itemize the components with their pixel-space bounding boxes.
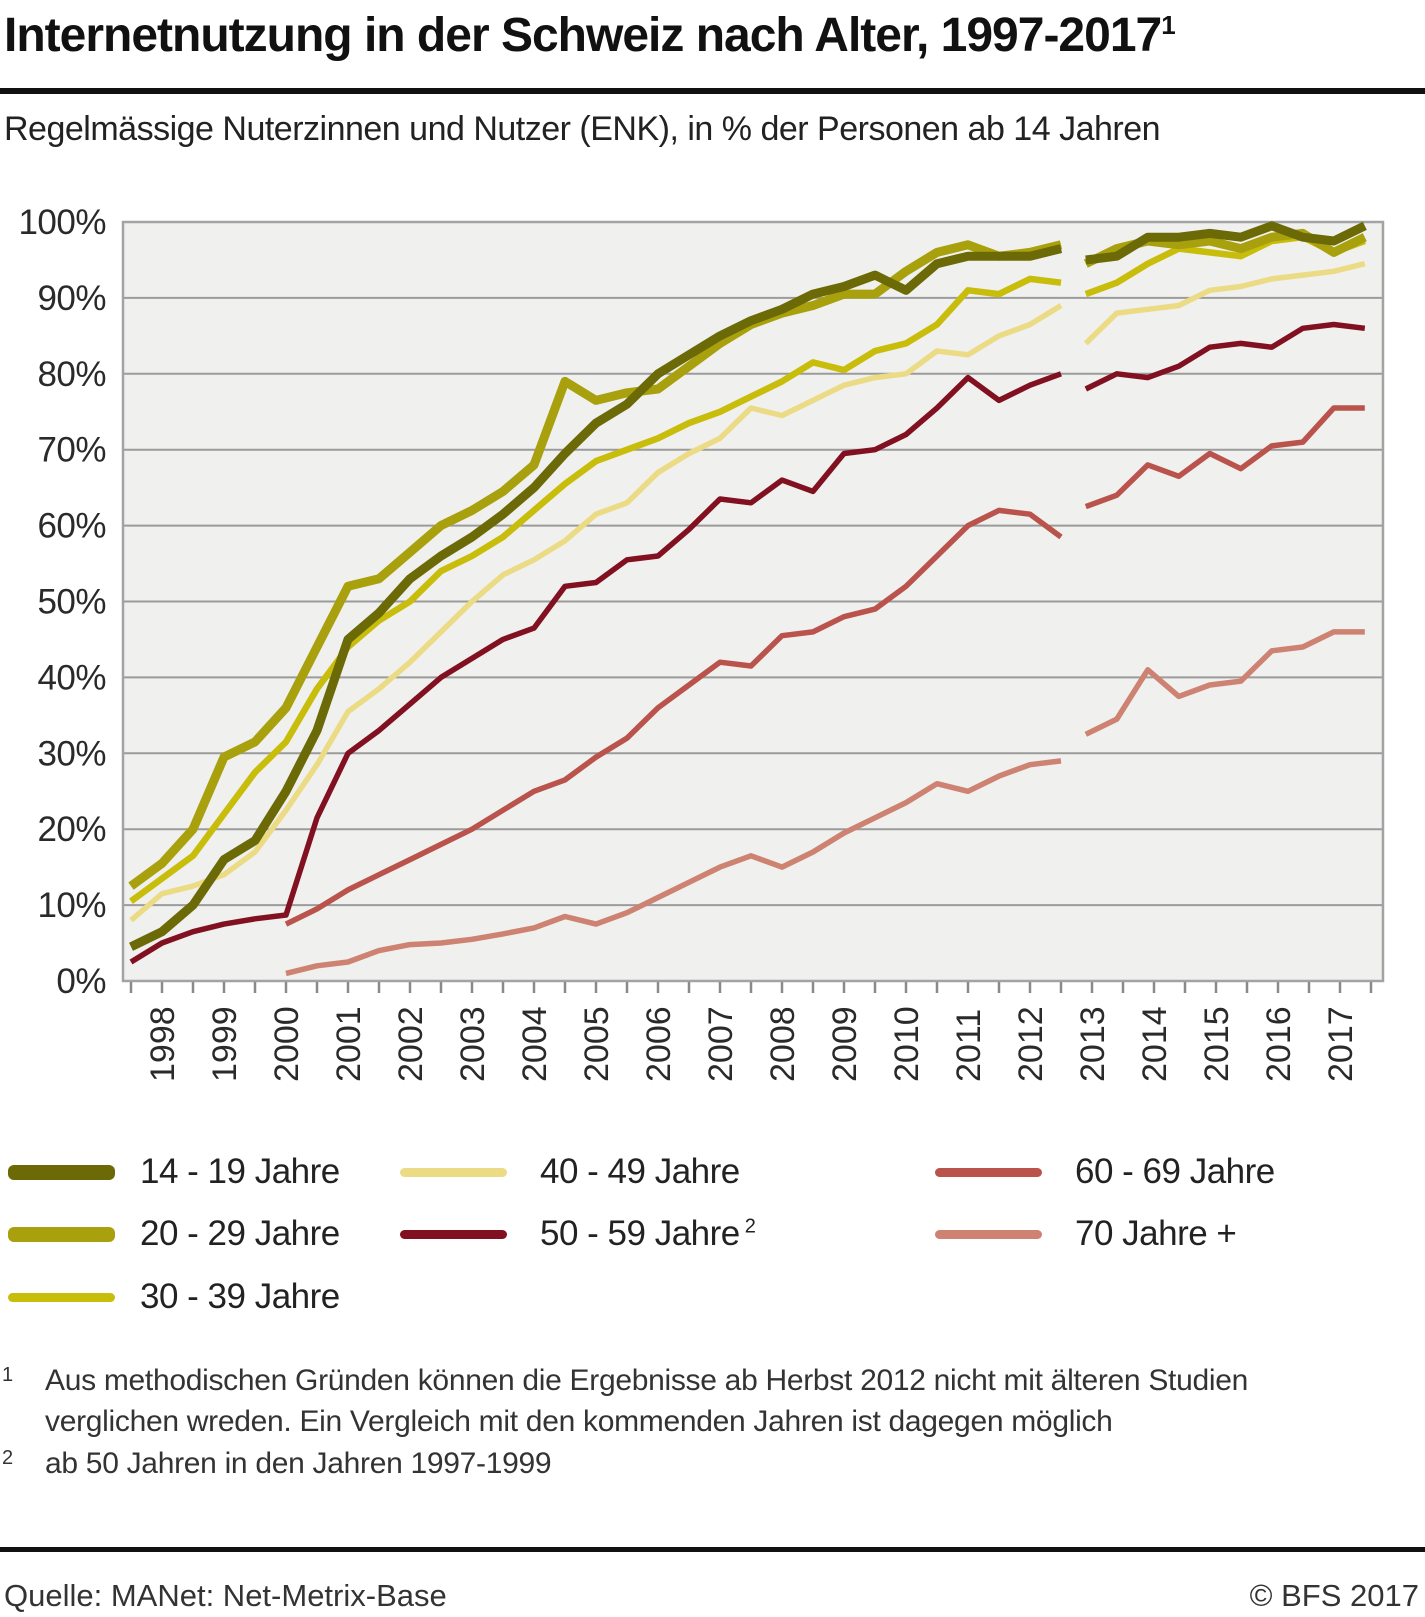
x-axis-label: 2013 xyxy=(1074,1006,1112,1082)
x-axis-label: 2000 xyxy=(268,1006,306,1082)
legend-label: 30 - 39 Jahre xyxy=(140,1277,340,1316)
source-note: Quelle: MANet: Net-Metrix-Base xyxy=(4,1578,447,1613)
y-axis-label: 10% xyxy=(37,886,106,926)
legend-swatch-70Jahre+ xyxy=(935,1230,1042,1239)
y-axis-label: 30% xyxy=(37,734,106,774)
legend-label: 40 - 49 Jahre xyxy=(540,1152,740,1191)
footnote-1-text: Aus methodischen Gründen können die Ergebnisse ab Herbst 2012 nicht mit älteren Studien verglichen wreden. Ein Vergleich mit den kommenden Jahren ist dagegen möglich xyxy=(45,1364,1248,1438)
y-axis-label: 70% xyxy=(37,430,106,470)
legend-swatch-60-69Jahre xyxy=(935,1168,1042,1177)
legend-footnote-marker: 2 xyxy=(739,1215,756,1238)
chart-subtitle: Regelmässige Nuterzinnen und Nutzer (ENK), in % der Personen ab 14 Jahren xyxy=(4,110,1161,148)
x-axis-label: 2010 xyxy=(888,1006,926,1082)
x-axis-label: 2015 xyxy=(1198,1006,1236,1082)
x-axis-label: 2008 xyxy=(764,1006,802,1082)
x-axis-label: 2002 xyxy=(392,1006,430,1082)
legend-label: 20 - 29 Jahre xyxy=(140,1214,340,1253)
x-axis-label: 2005 xyxy=(578,1006,616,1082)
x-axis-label: 2003 xyxy=(454,1006,492,1082)
x-axis-label: 2004 xyxy=(516,1006,554,1082)
y-axis-label: 90% xyxy=(37,278,106,318)
legend-swatch-20-29Jahre xyxy=(8,1227,115,1242)
y-axis-label: 60% xyxy=(37,506,106,546)
x-axis-label: 2016 xyxy=(1260,1006,1298,1082)
legend-label: 60 - 69 Jahre xyxy=(1075,1152,1275,1191)
page-title xyxy=(4,8,1175,63)
y-axis-label: 50% xyxy=(37,582,106,622)
x-axis-label: 2009 xyxy=(826,1006,864,1082)
page-title-footnote-marker: 1 xyxy=(1161,10,1175,40)
footer-divider xyxy=(0,1547,1425,1552)
x-axis-label: 2001 xyxy=(330,1006,368,1082)
legend-swatch-40-49Jahre xyxy=(400,1168,507,1177)
internet-usage-line-chart xyxy=(0,200,1425,1090)
legend-label: 50 - 59 Jahre $^2$ xyxy=(540,1214,756,1253)
x-axis-label: 2011 xyxy=(950,1008,988,1082)
x-axis-label: 2017 xyxy=(1322,1006,1360,1082)
legend-label: 14 - 19 Jahre xyxy=(140,1152,340,1191)
footnote-2-text: ab 50 Jahren in den Jahren 1997-1999 xyxy=(45,1447,552,1480)
title-divider xyxy=(0,88,1425,94)
copyright-note: © BFS 2017 xyxy=(1249,1578,1419,1613)
x-axis-label: 1998 xyxy=(144,1006,182,1082)
legend-swatch-50-59Jahre xyxy=(400,1230,507,1239)
x-axis-label: 2007 xyxy=(702,1006,740,1082)
x-axis-label: 2012 xyxy=(1012,1006,1050,1082)
y-axis-label: 100% xyxy=(18,203,106,242)
legend-label: 70 Jahre + xyxy=(1075,1214,1237,1253)
y-axis-label: 0% xyxy=(56,962,106,1001)
y-axis-label: 20% xyxy=(37,810,106,850)
x-axis-label: 1999 xyxy=(206,1006,244,1082)
page-title-text: Internetnutzung in der Schweiz nach Alter, 1997-2017 xyxy=(4,9,1162,62)
y-axis-label: 40% xyxy=(37,658,106,698)
x-axis-label: 2014 xyxy=(1136,1006,1174,1082)
footnote-1-marker: 1 xyxy=(2,1364,14,1386)
y-axis-label: 80% xyxy=(37,354,106,394)
legend-swatch-30-39Jahre xyxy=(8,1293,115,1302)
footnote-2-marker: 2 xyxy=(2,1447,14,1469)
x-axis-label: 2006 xyxy=(640,1006,678,1082)
legend-swatch-14-19Jahre xyxy=(8,1165,115,1180)
